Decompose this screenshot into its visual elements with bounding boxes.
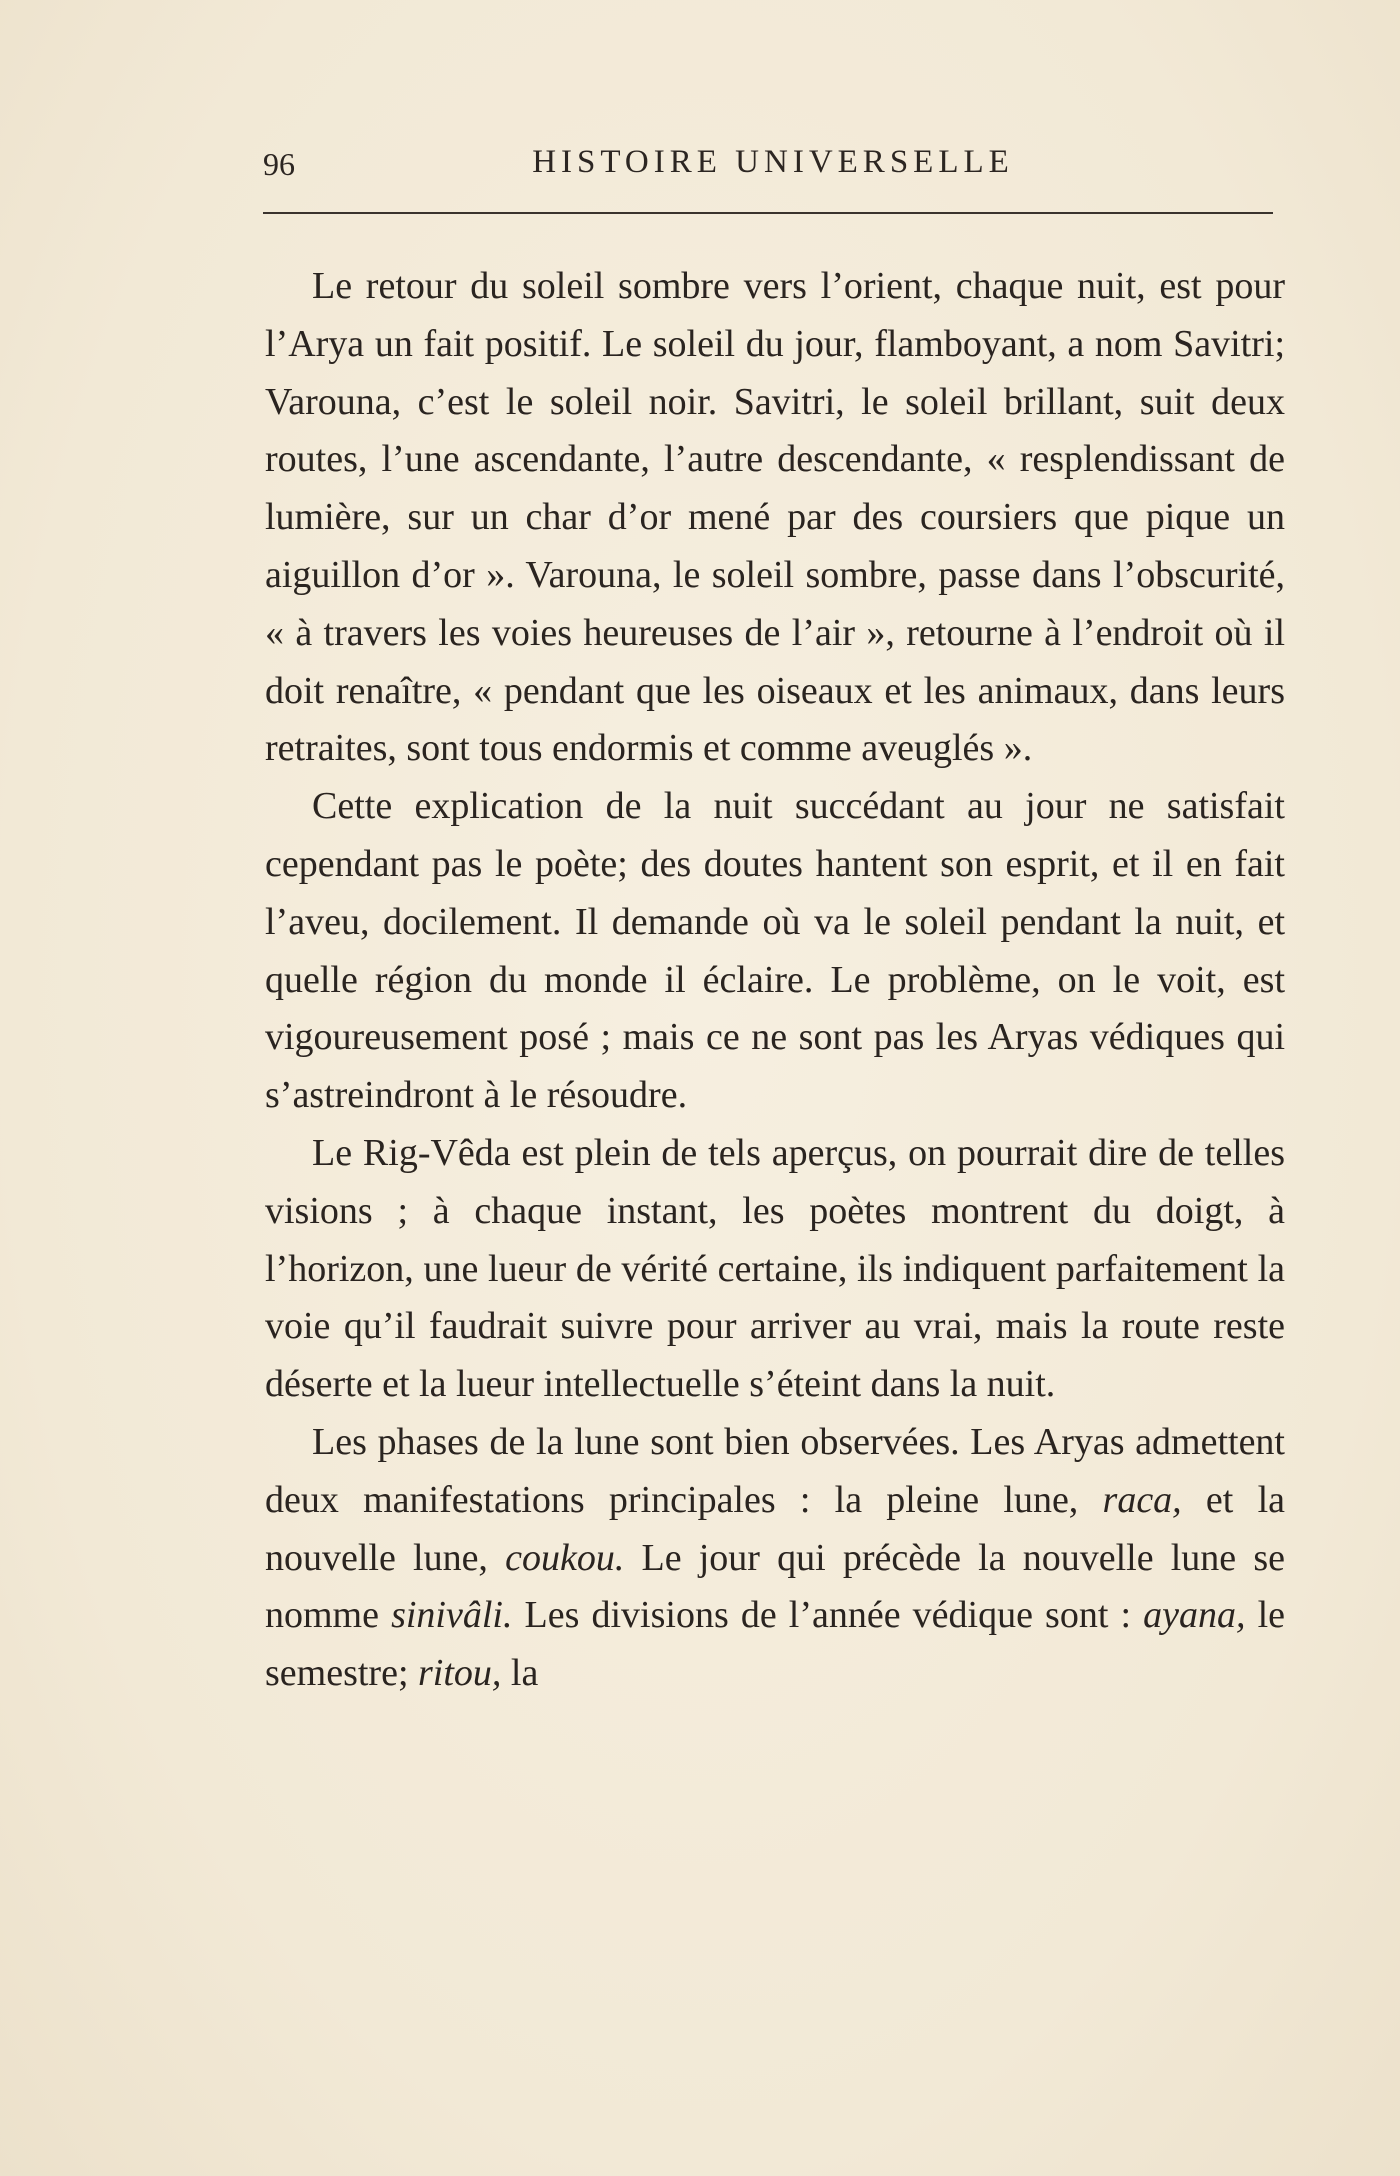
term-raca: raca, <box>1102 1478 1182 1521</box>
term-sinivali: sinivâli. <box>391 1594 513 1637</box>
paragraph-1: Le retour du soleil sombre vers l’orient, chaque nuit, est pour l’Arya un fait positif. Le soleil du jour, flamboyant, a nom Savitri; Varouna, c’est le soleil noir. Savitri, le soleil brillant, suit deux routes, l’une ascendante, l’autre descendante, « resplendissant de lumière, sur un char d’or mené par des coursiers que pique un aiguillon d’or ». Varouna, le soleil sombre, passe dans l’obscurité, « à travers les voies heureuses de l’air », retourne à l’endroit où il doit renaître, « pendant que les oiseaux et les animaux, dans leurs retraites, sont tous endormis et comme aveuglés ». <box>265 265 1285 770</box>
page-header <box>263 140 1273 190</box>
term-ritou: ritou, <box>418 1652 502 1695</box>
paragraph-3: Le Rig-Vêda est plein de tels aperçus, on pourrait dire de telles visions ; à chaque instant, les poètes montrent du doigt, à l’horizon, une lueur de vérité certaine, ils indiquent parfaitement la voie qu’il faudrait suivre pour arriver au vrai, mais la route reste déserte et la lueur intellectuelle s’éteint dans la nuit. <box>265 1131 1285 1406</box>
paragraph-4-part-f: la <box>501 1652 539 1695</box>
paragraph-4-part-a: Les phases de la lune sont bien observées. Les Aryas admettent deux manifestations principales : la pleine lune, <box>265 1420 1285 1521</box>
page-number: 96 <box>263 146 295 182</box>
paragraph-2: Cette explication de la nuit succédant au jour ne satisfait cependant pas le poète; des doutes hantent son esprit, et il en fait l’aveu, docilement. Il demande où va le soleil pendant la nuit, et quelle région du monde il éclaire. Le problème, on le voit, est vigoureusement posé ; mais ce ne sont pas les Aryas védiques qui s’astreindront à le résoudre. <box>265 785 1285 1117</box>
running-title: HISTOIRE UNIVERSELLE <box>532 144 1014 180</box>
paragraph-4 <box>265 1414 1285 1703</box>
paragraph-4-part-e: le semestre; <box>265 1594 1285 1695</box>
paragraph-4-part-c: Le jour qui précède la nouvelle lune se nomme <box>265 1536 1285 1637</box>
term-ayana: ayana, <box>1143 1594 1246 1637</box>
paragraph-4-part-b: et la nouvelle lune, <box>265 1478 1285 1579</box>
header-rule <box>263 212 1273 214</box>
paragraph-4-part-d: Les divisions de l’année védique sont : <box>512 1594 1144 1637</box>
body-text <box>265 258 1285 1703</box>
term-coukou: coukou. <box>505 1536 625 1579</box>
